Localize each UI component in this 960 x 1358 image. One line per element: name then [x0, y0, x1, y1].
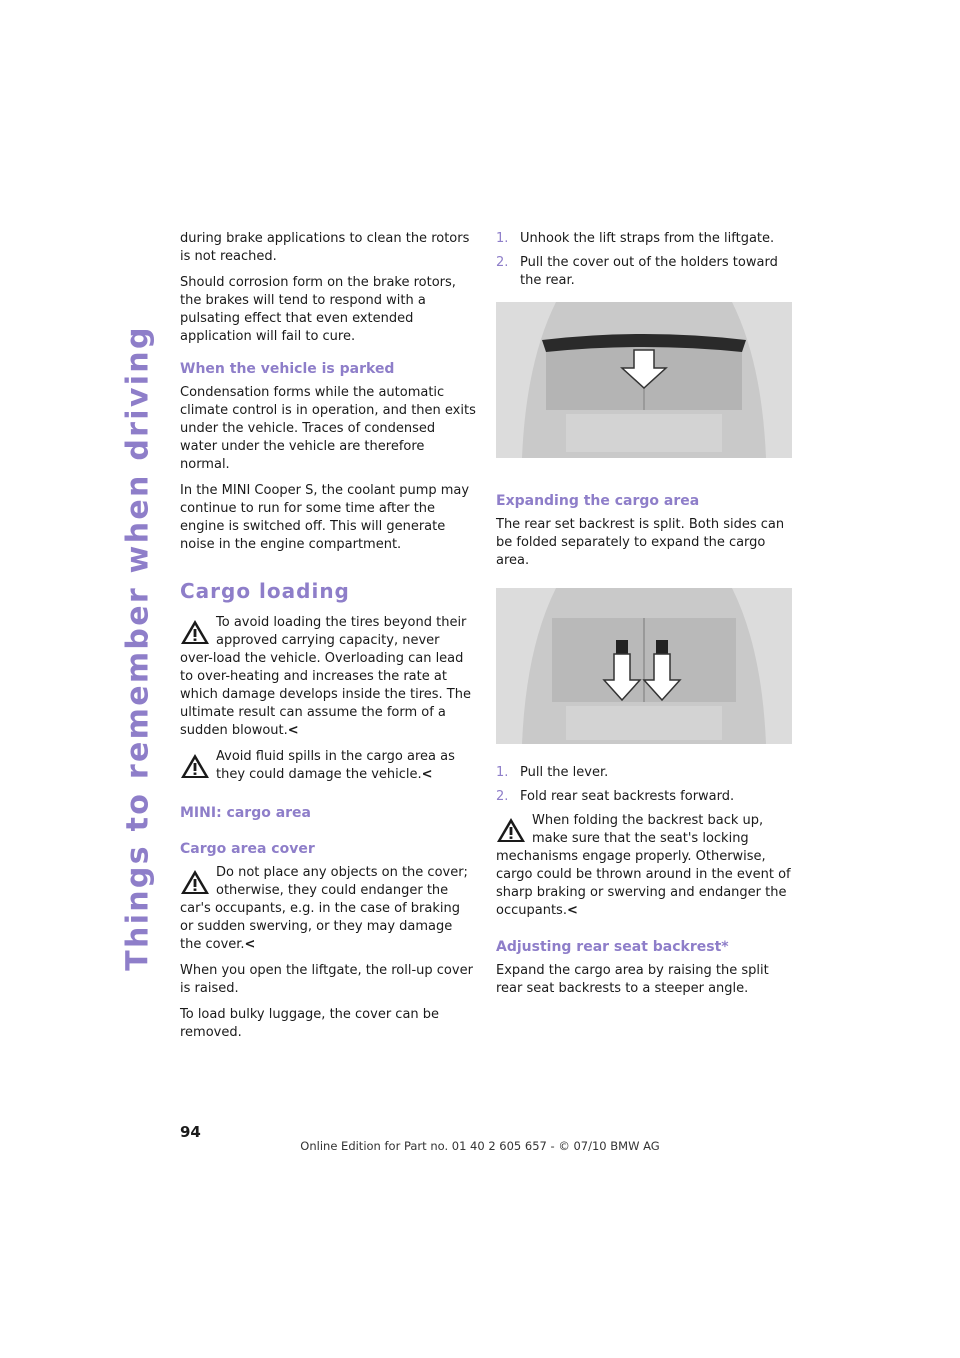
warning-text: Do not place any objects on the cover; otherwise, they could endanger the car's occupants, e.g. in the case of braking or sudden swerving, or they may damage the cover. — [180, 865, 468, 952]
warning-triangle-icon — [180, 752, 210, 780]
warning-triangle-icon — [180, 868, 210, 896]
warning-text: To avoid loading the tires beyond their approved carrying capacity, never over-load the vehicle. Overloading can lead to over-heating and increases the rate at which damage develops inside the tires. The ultimate result can assume the form of a sudden blowout. — [180, 615, 471, 738]
warning-note — [180, 614, 476, 740]
paragraph: Should corrosion form on the brake rotors, the brakes will tend to respond with a pulsating effect that even extended application will fail to cure. — [180, 275, 456, 344]
paragraph: To load bulky luggage, the cover can be removed. — [180, 1007, 440, 1040]
paragraph: The rear set backrest is split. Both sides can be folded separately to expand the cargo area. — [496, 517, 785, 568]
warning-note — [180, 748, 476, 784]
paragraph: during brake applications to clean the rotors is not reached. — [180, 231, 470, 264]
chapter-title-text: Things to remember when driving — [120, 325, 156, 971]
step-number: 1. — [496, 765, 509, 780]
paragraph: Expand the cargo area by raising the split rear seat backrests to a steeper angle. — [496, 963, 769, 996]
step-text: Unhook the lift straps from the liftgate. — [520, 231, 775, 246]
warning-text: Avoid fluid spills in the cargo area as they could damage the vehicle. — [216, 749, 455, 782]
page-number: 94 — [180, 1123, 201, 1141]
warning-note — [180, 864, 476, 954]
paragraph: When you open the liftgate, the roll-up cover is raised. — [180, 963, 473, 996]
heading-cargo-loading: Cargo loading — [180, 579, 350, 603]
list-item — [496, 254, 792, 290]
step-text: Fold rear seat backrests forward. — [520, 789, 735, 804]
warning-text: When folding the backrest back up, make sure that the seat's locking mechanisms engage properly. Otherwise, cargo could be thrown around in the event of sharp braking or swerving and endanger the occupants. — [496, 813, 791, 918]
end-mark: < — [244, 937, 256, 952]
heading-expanding-cargo-area: Expanding the cargo area — [496, 493, 700, 509]
chapter-side-title — [118, 228, 158, 1068]
heading-vehicle-parked: When the vehicle is parked — [180, 361, 395, 377]
paragraph: In the MINI Cooper S, the coolant pump may continue to run for some time after the engine is switched off. This will generate noise in the engine compartment. — [180, 483, 470, 552]
list-item — [496, 230, 792, 248]
step-text: Pull the lever. — [520, 765, 609, 780]
step-text: Pull the cover out of the holders toward the rear. — [520, 255, 778, 288]
warning-note — [496, 812, 792, 920]
warning-triangle-icon — [496, 816, 526, 844]
heading-mini-cargo-area: MINI: cargo area — [180, 805, 311, 821]
step-number: 2. — [496, 789, 509, 804]
fold-backrest-illustration — [496, 588, 792, 744]
cargo-cover-removal-illustration — [496, 302, 792, 458]
heading-cargo-area-cover: Cargo area cover — [180, 841, 315, 857]
paragraph: Condensation forms while the automatic climate control is in operation, and then exits under the vehicle. Traces of condensed water under the vehicle are therefore normal. — [180, 385, 476, 472]
end-mark: < — [287, 723, 299, 738]
left-column — [180, 230, 476, 1050]
end-mark: < — [566, 903, 578, 918]
list-item — [496, 788, 792, 806]
heading-adjusting-rear-seat-backrest: Adjusting rear seat backrest* — [496, 939, 729, 955]
end-mark: < — [421, 767, 433, 782]
step-number: 1. — [496, 231, 509, 246]
warning-triangle-icon — [180, 618, 210, 646]
right-column — [496, 230, 792, 1006]
footer-edition-note: Online Edition for Part no. 01 40 2 605 657 - © 07/10 BMW AG — [300, 1139, 660, 1153]
list-item — [496, 764, 792, 782]
step-number: 2. — [496, 255, 509, 270]
